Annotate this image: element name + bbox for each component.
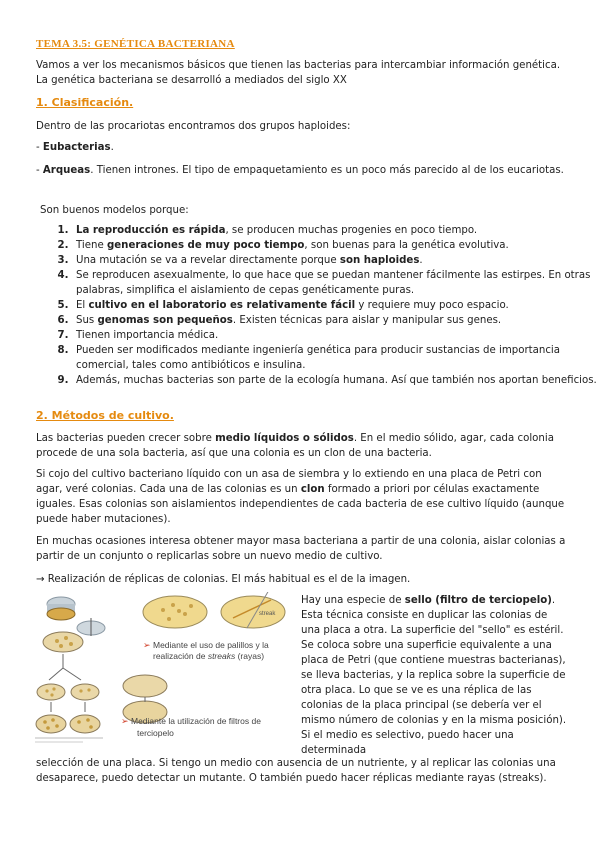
list-item: 3. Una mutación se va a revelar directamente porque son haploides. xyxy=(72,253,597,268)
metodos-paragraph-3: En muchas ocasiones interesa obtener mayor masa bacteriana a partir de una colonia, aislar colonias a partir de un conjunto o replicarlas sobre un nuevo medio de cultivo. xyxy=(36,536,566,562)
models-intro: Son buenos modelos porque: xyxy=(40,205,189,216)
closing-paragraph: selección de una placa. Si tengo un medio con ausencia de un nutriente, y al replicar las colonias una desaparece, puedo detectar un mutante. O también puedo hacer réplicas mediante rayas (streaks). xyxy=(36,758,556,784)
list-item: 8. Pueden ser modificados mediante ingeniería genética para producir sustancias de importancia comercial, tales como antibióticos e insulina. xyxy=(72,343,597,373)
list-item: 6. Sus genomas son pequeños. Existen técnicas para aislar y manipular sus genes. xyxy=(72,313,597,328)
eubacterias-label: Eubacterias xyxy=(42,142,111,153)
figure-label-1a: Mediante el uso de palillos y la xyxy=(153,640,269,650)
figure-label-1b: realización de streaks (rayas) xyxy=(153,651,265,661)
list-item: 2. Tiene generaciones de muy poco tiempo, son buenas para la genética evolutiva. xyxy=(72,238,597,253)
section-heading-metodos: 2. Métodos de cultivo. xyxy=(36,409,174,422)
metodos-paragraph-2: Si cojo del cultivo bacteriano líquido con un asa de siembra y lo extiendo en una placa de Petri con agar, veré colonias. Cada una de las colonias es un clon formado a priori por células exactamente iguales. Esas colonias son aislamientos independientes de cada bacteria de ese cultivo líquido (aunque puede haber mutaciones). xyxy=(36,469,565,525)
replica-plating-figure xyxy=(33,592,295,747)
list-item: 5. El cultivo en el laboratorio es relativamente fácil y requiere muy poco espacio. xyxy=(72,298,597,313)
streak-plate-label: streak xyxy=(259,611,276,617)
metodos-paragraph-4: → Realización de réplicas de colonias. El más habitual es el de la imagen. xyxy=(36,574,411,585)
replica-figure-illustration xyxy=(33,592,295,747)
eubacterias-item: - Eubacterias. xyxy=(36,142,114,153)
arqueas-label: Arqueas xyxy=(42,165,91,176)
list-item: 4. Se reproducen asexualmente, lo que hace que se puedan mantener fácilmente las estirpes. En otras palabras, simplifica el aislamiento de cepas genéticamente puras. xyxy=(72,268,597,298)
svg-text:➢: ➢ xyxy=(121,716,129,726)
arqueas-item: - Arqueas. Tienen intrones. El tipo de empaquetamiento es un poco más parecido al de los eucariotas. xyxy=(36,165,564,176)
figure-side-text: Hay una especie de sello (filtro de terciopelo). Esta técnica consiste en duplicar las colonias de una placa a otra. La superficie del "sello" es estéril. Se coloca sobre una superficie equivalente a una placa de Petri (que contiene muestras bacterianas), se lleva bacterias, y la replica sobre la superficie de otra placa. Lo que se ve es una réplica de las colonias de la placa principal (se debería ver el mismo número de colonias y en la misma posición). Si el medio es selectivo, puedo hacer una determinada xyxy=(301,595,567,756)
reasons-list xyxy=(36,223,597,388)
page-title: TEMA 3.5: GENÉTICA BACTERIANA xyxy=(36,38,235,50)
list-item: 1. La reproducción es rápida, se producen muchas progenies en poco tiempo. xyxy=(72,223,597,238)
intro-paragraph: Vamos a ver los mecanismos básicos que tienen las bacterias para intercambiar información genética. La genética bacteriana se desarrolló a mediados del siglo XX xyxy=(36,60,561,86)
figure-label-2a: Mediante la utilización de filtros de xyxy=(131,716,261,726)
clasificacion-text: Dentro de las procariotas encontramos dos grupos haploides: xyxy=(36,121,351,132)
metodos-paragraph-1: Las bacterias pueden crecer sobre medio líquidos o sólidos. En el medio sólido, agar, cada colonia procede de una sola bacteria, así que una colonia es un clon de una bacteria. xyxy=(36,433,554,459)
section-heading-clasificacion: 1. Clasificación. xyxy=(36,96,134,109)
arqueas-text: . Tienen intrones. El tipo de empaquetamiento es un poco más parecido al de los eucariotas. xyxy=(90,165,564,176)
list-item: 9. Además, muchas bacterias son parte de la ecología humana. Así que también nos aportan beneficios. xyxy=(72,373,597,388)
svg-text:➢: ➢ xyxy=(143,640,151,650)
list-item: 7. Tienen importancia médica. xyxy=(72,328,597,343)
figure-label-2b: terciopelo xyxy=(137,728,174,738)
